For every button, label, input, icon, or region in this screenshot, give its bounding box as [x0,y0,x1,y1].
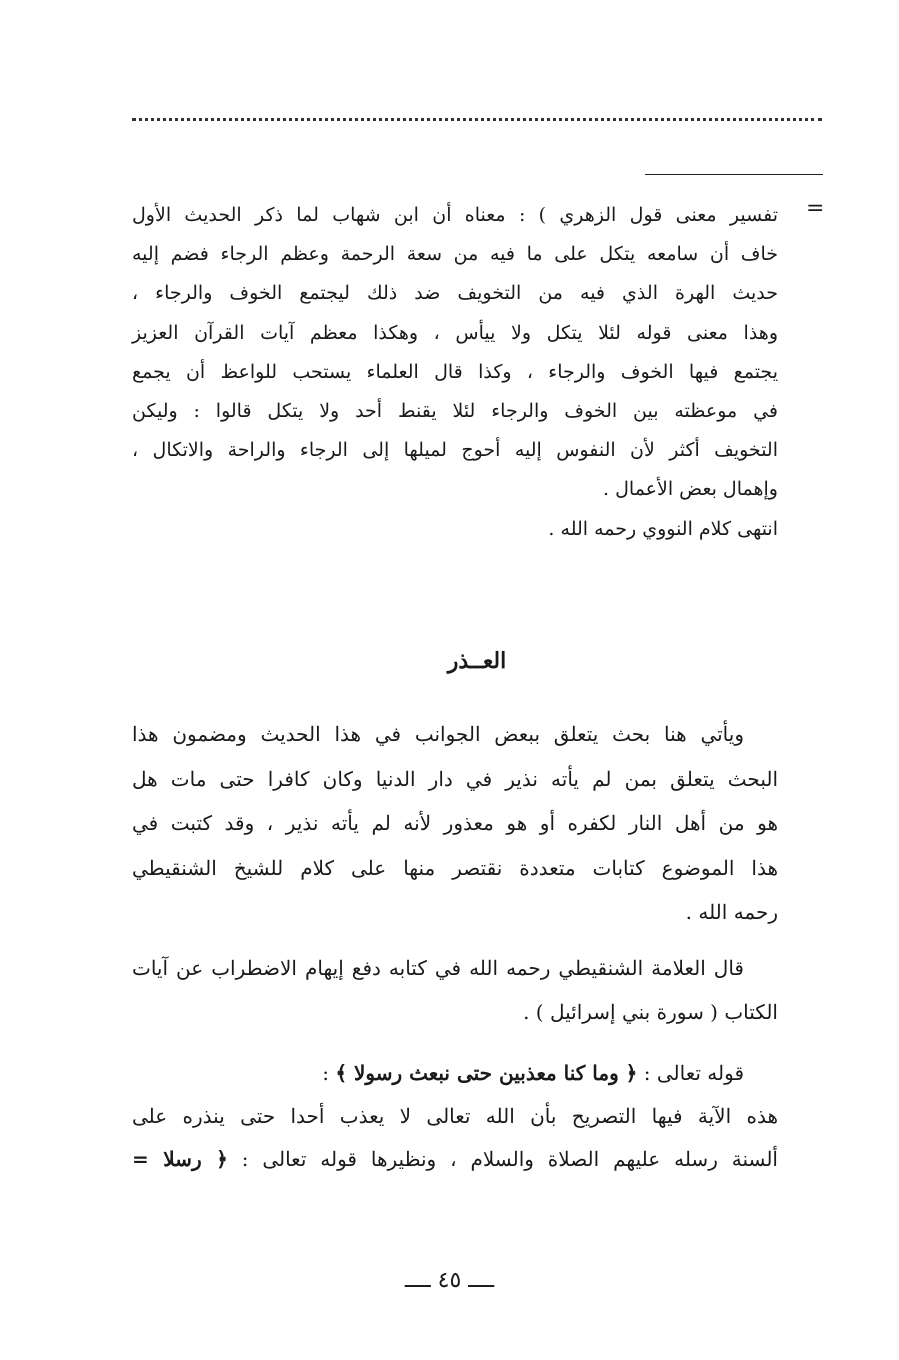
paragraph-line-text: ألسنة رسله عليهم الصلاة والسلام ، ونظيرها قوله تعالى : [241,1147,778,1171]
footnote-line: وإهمال بعض الأعمال . [603,478,778,501]
quran-verse-continued: ﴿ رسلا = [132,1147,228,1171]
verse-intro: قوله تعالى : [643,1061,744,1085]
paragraph-line: هذا الموضوع كتابات متعددة نقتصر منها على كلام للشيخ الشنقيطي [132,855,778,880]
verse-intro-line [132,1052,778,1095]
dotted-separator [132,118,822,121]
footnote-line: في موعظته بين الخوف والرجاء لئلا يقنط أحد ولا يتكل قالوا : وليكن [132,400,778,423]
paragraph-line: ويأتي هنا بحث يتعلق ببعض الجوانب في هذا الحديث ومضمون هذا [132,722,744,746]
quran-verse: ﴿ وما كنا معذبين حتى نبعث رسولا ﴾ [335,1061,638,1085]
footnote-text [132,196,778,549]
footnote-line: التخويف أكثر لأن النفوس إليه أحوج لميلها إلى الرجاء والراحة والاتكال ، [132,439,778,462]
footnote-rule [645,174,823,175]
paragraph-line: هذه الآية فيها التصريح بأن الله تعالى لا يعذب أحدا حتى ينذره على [132,1104,778,1128]
paragraph-2 [132,946,778,1034]
footnote-line: يجتمع فيها الخوف والرجاء ، وكذا قال العلماء يستحب للواعظ أن يجمع [132,360,778,383]
verse-intro-end: : [322,1061,329,1085]
paragraph-1 [132,712,778,935]
paragraph-3 [132,1052,778,1181]
footnote-line: وهذا معنى قوله لئلا يتكل ولا ييأس ، وهكذا معظم آيات القرآن العزيز [132,321,778,344]
paragraph-line: رحمه الله . [685,900,778,924]
footnote-continuation-mark: = [806,196,825,221]
page-number: ــــ ٤٥ ــــ [404,1268,495,1293]
footnote-line: تفسير معنى قول الزهري ) : معناه أن ابن شهاب لما ذكر الحديث الأول [132,204,778,226]
paragraph-line: قال العلامة الشنقيطي رحمه الله في كتابه دفع إيهام الاضطراب عن آيات [132,956,744,980]
footnote-line: خاف أن سامعه يتكل على ما فيه من سعة الرحمة وعظم الرجاء فضم إليه [132,243,778,266]
footnote-line: حديث الهرة الذي فيه من التخويف ضد ذلك ليجتمع الخوف والرجاء ، [132,282,778,305]
paragraph-line: هو من أهل النار لكفره أو هو معذور لأنه لم يأته نذير ، وقد كتبت في [132,811,778,835]
paragraph-line: البحث يتعلق بمن لم يأته نذير في دار الدنيا وكان كافرا حتى مات هل [132,766,778,791]
paragraph-line-last [132,1138,778,1181]
footnote-line: انتهى كلام النووي رحمه الله . [548,517,778,540]
paragraph-line: الكتاب ( سورة بني إسرائيل ) . [523,1000,778,1024]
section-heading: العــذر [447,648,507,674]
